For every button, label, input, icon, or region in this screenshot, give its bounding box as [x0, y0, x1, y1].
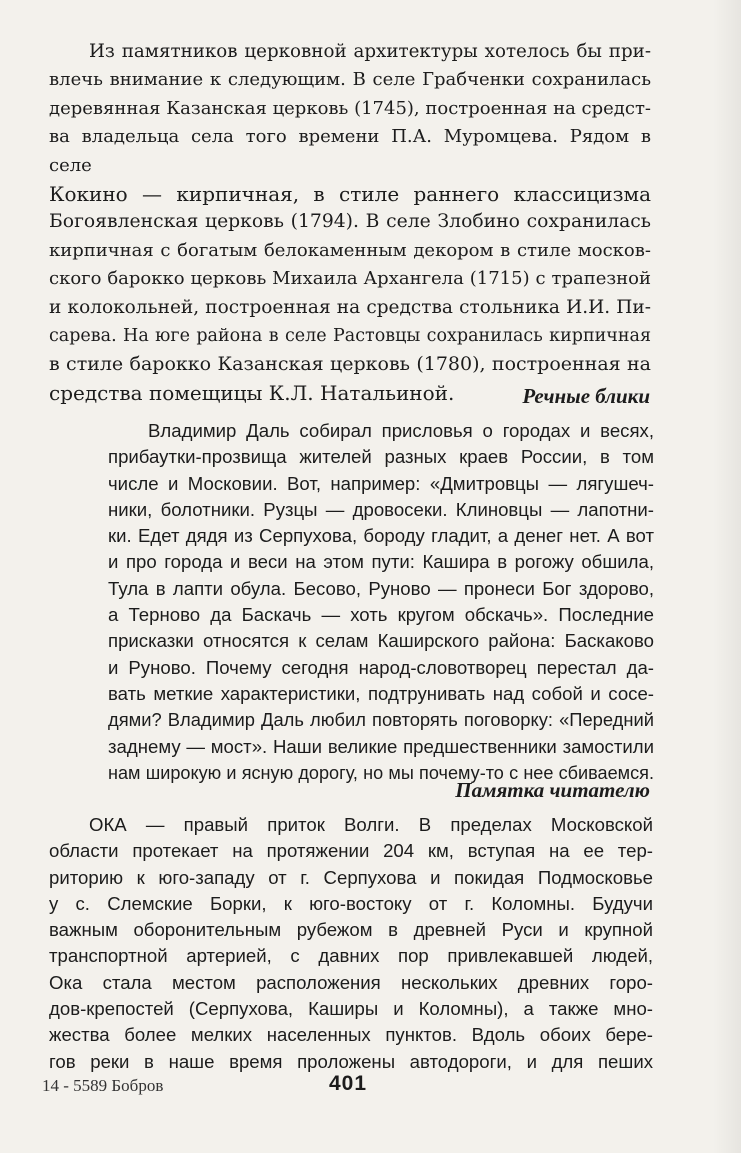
text-line: деревянная Казанская церковь (1745), построенная на средст-	[49, 97, 651, 119]
section-heading-pamyatka-chitatelyu: Памятка читателю	[455, 778, 650, 802]
text-line: влечь внимание к следующим. В селе Грабченки сохранилась	[49, 69, 651, 91]
text-line: ОКА — правый приток Волги. В пределах Московской	[89, 814, 653, 835]
text-line: и про города и веси на этом пути: Кашира в рогожу обшила,	[108, 551, 654, 573]
text-line: у с. Слемские Борки, к юго-востоку от г. Коломны. Будучи	[49, 892, 653, 914]
text-line: присказки относятся к селам Каширского района: Баскаково	[108, 630, 654, 652]
page-footer	[42, 1072, 662, 1102]
text-line: важным оборонительным рубежом в древней Руси и крупной	[49, 919, 653, 941]
text-line: риторию к юго-западу от г. Серпухова и покидая Подмосковье	[49, 866, 653, 888]
section-pamyatka-body	[49, 812, 653, 1075]
text-line: средства помещицы К.Л. Натальиной.	[49, 380, 455, 405]
intro-paragraph	[49, 38, 651, 407]
text-line: дов-крепостей (Серпухова, Каширы и Коломны), а также мно-	[49, 998, 653, 1020]
text-line: Ока стала местом расположения нескольких древних горо-	[49, 971, 653, 993]
section-rechnye-bliki-body	[108, 418, 654, 786]
text-line: кирпичная с богатым белокаменным декором в стиле москов-	[49, 239, 651, 261]
text-line: а Терново да Баскачь — хоть кругом обскачь». Последние	[108, 604, 654, 626]
text-line: и Руново. Почему сегодня народ-словотворец перестал да-	[108, 656, 654, 678]
text-line: Тула в лапти обула. Бесово, Руново — пронеси Бог здорово,	[108, 577, 654, 599]
text-line: Кокино — кирпичная, в стиле раннего классицизма	[49, 182, 651, 207]
text-line: области протекает на протяжении 204 км, вступая на ее тер-	[49, 840, 653, 862]
text-line: ники, болотники. Рузцы — дровосеки. Клиновцы — лапотни-	[108, 498, 654, 520]
text-line: жества более мелких населенных пунктов. Вдоль обоих бере-	[49, 1024, 653, 1046]
text-line: Из памятников церковной архитектуры хотелось бы при-	[89, 41, 651, 62]
text-line: ского барокко церковь Михаила Архангела (1715) с трапезной	[49, 268, 651, 290]
text-line: и колокольней, построенная на средства стольника И.И. Пи-	[49, 296, 651, 318]
text-line: ки. Едет дядя из Серпухова, бороду гладит, а денег нет. А вот	[108, 525, 654, 547]
scan-edge-shadow	[713, 0, 741, 1153]
text-line: Богоявленская церковь (1794). В селе Злобино сохранилась	[49, 211, 651, 233]
text-line: заднему — мост». Наши великие предшественники замостили	[108, 735, 654, 757]
text-line: гов реки в наше время проложены автодороги, и для пеших	[49, 1050, 653, 1072]
text-line: сарева. На юге района в селе Растовцы сохранилась кирпичная	[49, 326, 651, 347]
text-line: нам широкую и ясную дорогу, но мы почему-то с нее сбиваемся.	[108, 762, 654, 783]
text-line: дями? Владимир Даль любил повторять поговорку: «Передний	[108, 709, 654, 731]
text-line: Владимир Даль собирал присловья о городах и весях,	[148, 420, 654, 441]
text-line: прибаутки-прозвища жителей разных краев России, в том	[108, 446, 654, 468]
text-line: в стиле барокко Казанская церковь (1780), построенная на	[49, 353, 651, 376]
page-number: 401	[329, 1072, 368, 1095]
printer-signature: 14 - 5589 Бобров	[42, 1076, 164, 1095]
text-line: ва владельца села того времени П.А. Муромцева. Рядом в селе	[49, 126, 651, 176]
text-line: числе и Московии. Вот, например: «Дмитровцы — лягушеч-	[108, 472, 654, 494]
section-heading-rechnye-bliki: Речные блики	[522, 384, 650, 408]
text-line: транспортной артерией, с давних пор привлекавшей людей,	[49, 945, 653, 967]
text-line: вать меткие характеристики, подтрунивать над собой и сосе-	[108, 682, 654, 704]
